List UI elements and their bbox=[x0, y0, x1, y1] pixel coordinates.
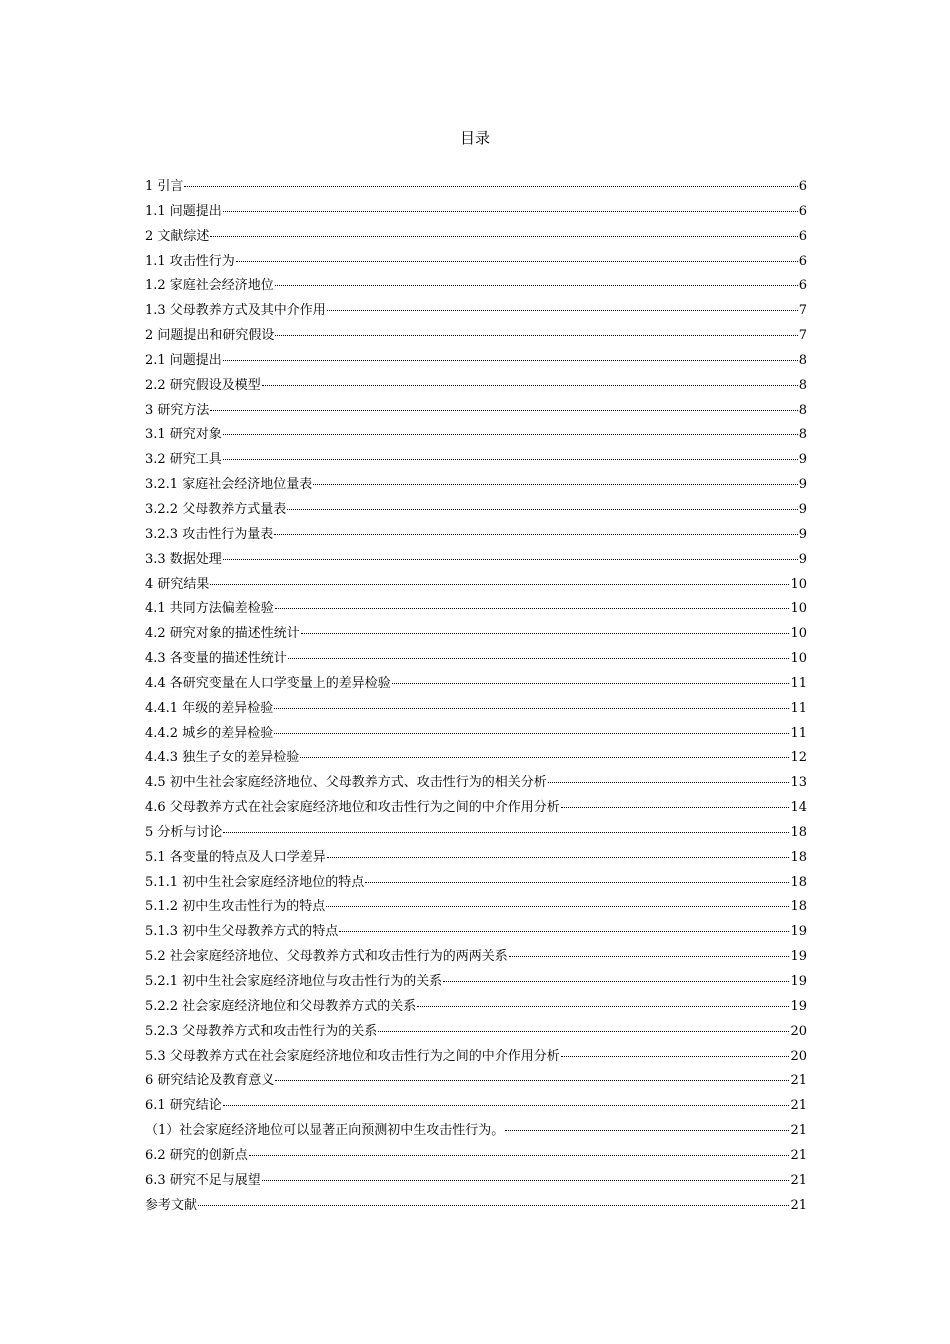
toc-entry[interactable] bbox=[145, 575, 807, 600]
toc-entry[interactable] bbox=[145, 1071, 807, 1096]
toc-entry-page-number: 10 bbox=[790, 601, 807, 617]
toc-entry[interactable] bbox=[145, 649, 807, 674]
toc-entry-label: 4 研究结果 bbox=[145, 576, 210, 592]
toc-entry[interactable] bbox=[145, 699, 807, 724]
toc-entry[interactable] bbox=[145, 227, 807, 252]
toc-entry[interactable] bbox=[145, 798, 807, 823]
toc-entry-page-number: 21 bbox=[790, 1197, 807, 1213]
toc-entry-label: 3.2.2 父母教养方式量表 bbox=[145, 501, 287, 517]
dot-leader bbox=[198, 1204, 789, 1206]
toc-entry[interactable] bbox=[145, 500, 807, 525]
toc-entry-label: 4.4.2 城乡的差异检验 bbox=[145, 725, 274, 741]
toc-entry-label: 4.4.1 年级的差异检验 bbox=[145, 700, 274, 716]
toc-entry-page-number: 9 bbox=[798, 551, 807, 567]
toc-entry-page-number: 11 bbox=[790, 725, 807, 741]
toc-entry-page-number: 8 bbox=[798, 427, 807, 443]
toc-entry-page-number: 10 bbox=[790, 626, 807, 642]
toc-entry[interactable] bbox=[145, 475, 807, 500]
dot-leader bbox=[287, 508, 798, 510]
toc-entry-page-number: 7 bbox=[798, 328, 807, 344]
dot-leader bbox=[223, 831, 789, 833]
toc-entry[interactable] bbox=[145, 301, 807, 326]
toc-entry[interactable] bbox=[145, 1022, 807, 1047]
toc-entry-page-number: 21 bbox=[790, 1098, 807, 1114]
toc-entry-page-number: 21 bbox=[790, 1073, 807, 1089]
toc-entry-page-number: 9 bbox=[798, 501, 807, 517]
toc-entry-label: 4.6 父母教养方式在社会家庭经济地位和攻击性行为之间的中介作用分析 bbox=[145, 800, 560, 816]
dot-leader bbox=[392, 682, 790, 684]
toc-entry-label: 5.2.3 父母教养方式和攻击性行为的关系 bbox=[145, 1023, 378, 1039]
toc-entry-page-number: 6 bbox=[798, 253, 807, 269]
toc-entry-page-number: 11 bbox=[790, 700, 807, 716]
toc-entry-label: 1.2 家庭社会经济地位 bbox=[145, 278, 274, 294]
toc-entry-label: 6.1 研究结论 bbox=[145, 1098, 222, 1114]
toc-entry-label: 1.3 父母教养方式及其中介作用 bbox=[145, 303, 326, 319]
toc-entry-label: 5.1.2 初中生攻击性行为的特点 bbox=[145, 899, 326, 915]
toc-entry-page-number: 21 bbox=[790, 1172, 807, 1188]
toc-entry-page-number: 12 bbox=[790, 750, 807, 766]
toc-entry-label: 3.2.1 家庭社会经济地位量表 bbox=[145, 477, 313, 493]
dot-leader bbox=[288, 657, 790, 659]
dot-leader bbox=[443, 980, 789, 982]
toc-entry-label: 4.3 各变量的描述性统计 bbox=[145, 651, 287, 667]
toc-entry-label: 5.1.1 初中生社会家庭经济地位的特点 bbox=[145, 874, 365, 890]
toc-entry[interactable] bbox=[145, 599, 807, 624]
toc-entry[interactable] bbox=[145, 177, 807, 202]
dot-leader bbox=[210, 583, 789, 585]
toc-entry-page-number: 6 bbox=[798, 278, 807, 294]
toc-entry-page-number: 19 bbox=[790, 949, 807, 965]
dot-leader bbox=[184, 185, 797, 187]
toc-entry-page-number: 10 bbox=[790, 651, 807, 667]
toc-entry-page-number: 18 bbox=[790, 899, 807, 915]
toc-entry[interactable] bbox=[145, 252, 807, 277]
toc-entry-page-number: 9 bbox=[798, 452, 807, 468]
dot-leader bbox=[275, 284, 798, 286]
toc-entry-label: 3.2 研究工具 bbox=[145, 452, 222, 468]
toc-entry-label: 5.2.2 社会家庭经济地位和父母教养方式的关系 bbox=[145, 998, 417, 1014]
toc-entry[interactable] bbox=[145, 773, 807, 798]
dot-leader bbox=[300, 756, 789, 758]
toc-title: 目录 bbox=[459, 129, 490, 147]
dot-leader bbox=[223, 1104, 790, 1106]
dot-leader bbox=[327, 309, 798, 311]
toc-entry[interactable] bbox=[145, 276, 807, 301]
toc-entry[interactable] bbox=[145, 425, 807, 450]
toc-entry[interactable] bbox=[145, 724, 807, 749]
toc-entry[interactable] bbox=[145, 947, 807, 972]
dot-leader bbox=[262, 1179, 790, 1181]
toc-entry-page-number: 8 bbox=[798, 377, 807, 393]
toc-entry-label: 6.2 研究的创新点 bbox=[145, 1147, 248, 1163]
toc-entry-label: （1）社会家庭经济地位可以显著正向预测初中生攻击性行为。 bbox=[145, 1123, 505, 1139]
toc-entry[interactable] bbox=[145, 1146, 807, 1171]
dot-leader bbox=[210, 409, 797, 411]
toc-entry-page-number: 11 bbox=[790, 675, 807, 691]
toc-entry-label: 2 问题提出和研究假设 bbox=[145, 328, 275, 344]
toc-entry-label: 5.2 社会家庭经济地位、父母教养方式和攻击性行为的两两关系 bbox=[145, 949, 508, 965]
toc-entry-label: 6.3 研究不足与展望 bbox=[145, 1172, 261, 1188]
toc-entry-page-number: 6 bbox=[798, 203, 807, 219]
toc-entry-page-number: 18 bbox=[790, 824, 807, 840]
toc-entry-label: 4.4.3 独生子女的差异检验 bbox=[145, 750, 300, 766]
toc-entry[interactable] bbox=[145, 1047, 807, 1072]
toc-entry-label: 2.2 研究假设及模型 bbox=[145, 377, 261, 393]
dot-leader bbox=[561, 1055, 790, 1057]
toc-entry[interactable] bbox=[145, 1096, 807, 1121]
dot-leader bbox=[417, 1005, 789, 1007]
toc-entry-label: 4.2 研究对象的描述性统计 bbox=[145, 626, 300, 642]
dot-leader bbox=[313, 483, 798, 485]
dot-leader bbox=[301, 632, 790, 634]
toc-entry-label: 参考文献 bbox=[145, 1197, 198, 1213]
toc-list bbox=[145, 177, 807, 1220]
toc-entry-label: 2 文献综述 bbox=[145, 228, 210, 244]
dot-leader bbox=[236, 260, 798, 262]
dot-leader bbox=[326, 905, 789, 907]
toc-entry-label: 3 研究方法 bbox=[145, 402, 210, 418]
toc-entry-page-number: 21 bbox=[790, 1147, 807, 1163]
dot-leader bbox=[223, 210, 798, 212]
toc-entry-page-number: 8 bbox=[798, 352, 807, 368]
toc-entry-label: 2.1 问题提出 bbox=[145, 352, 222, 368]
toc-entry-page-number: 19 bbox=[790, 924, 807, 940]
toc-entry[interactable] bbox=[145, 326, 807, 351]
toc-entry-page-number: 14 bbox=[790, 800, 807, 816]
dot-leader bbox=[509, 955, 790, 957]
toc-entry-label: 5 分析与讨论 bbox=[145, 824, 223, 840]
dot-leader bbox=[274, 533, 798, 535]
toc-entry-page-number: 10 bbox=[790, 576, 807, 592]
dot-leader bbox=[223, 433, 798, 435]
toc-entry-page-number: 13 bbox=[790, 775, 807, 791]
toc-entry-page-number: 8 bbox=[798, 402, 807, 418]
toc-entry-label: 5.1 各变量的特点及人口学差异 bbox=[145, 849, 326, 865]
toc-entry-label: 5.2.1 初中生社会家庭经济地位与攻击性行为的关系 bbox=[145, 974, 443, 989]
toc-entry[interactable] bbox=[145, 897, 807, 922]
toc-entry-label: 1.1 攻击性行为 bbox=[145, 253, 235, 269]
dot-leader bbox=[339, 930, 789, 932]
toc-entry-page-number: 18 bbox=[790, 874, 807, 890]
toc-entry[interactable] bbox=[145, 450, 807, 475]
dot-leader bbox=[223, 558, 798, 560]
toc-entry[interactable] bbox=[145, 972, 807, 997]
toc-entry-page-number: 19 bbox=[790, 974, 807, 989]
toc-entry[interactable] bbox=[145, 202, 807, 227]
dot-leader bbox=[249, 1154, 790, 1156]
dot-leader bbox=[210, 235, 797, 237]
toc-entry-label: 3.2.3 攻击性行为量表 bbox=[145, 526, 274, 542]
toc-entry[interactable] bbox=[145, 525, 807, 550]
toc-entry-label: 1.1 问题提出 bbox=[145, 203, 222, 219]
toc-entry[interactable] bbox=[145, 823, 807, 848]
toc-entry-page-number: 18 bbox=[790, 849, 807, 865]
dot-leader bbox=[223, 359, 798, 361]
toc-entry-label: 1 引言 bbox=[145, 179, 184, 194]
dot-leader bbox=[275, 607, 790, 609]
dot-leader bbox=[327, 856, 790, 858]
dot-leader bbox=[378, 1030, 789, 1032]
dot-leader bbox=[274, 732, 789, 734]
toc-entry-page-number: 19 bbox=[790, 998, 807, 1014]
toc-entry[interactable] bbox=[145, 550, 807, 575]
toc-entry[interactable] bbox=[145, 401, 807, 426]
toc-entry[interactable] bbox=[145, 1171, 807, 1196]
toc-entry-label: 5.3 父母教养方式在社会家庭经济地位和攻击性行为之间的中介作用分析 bbox=[145, 1048, 560, 1064]
toc-entry-page-number: 9 bbox=[798, 477, 807, 493]
toc-entry-page-number: 20 bbox=[790, 1023, 807, 1039]
toc-entry[interactable] bbox=[145, 674, 807, 699]
toc-entry-page-number: 6 bbox=[798, 228, 807, 244]
dot-leader bbox=[548, 781, 790, 783]
toc-entry-page-number: 9 bbox=[798, 526, 807, 542]
toc-entry-label: 4.4 各研究变量在人口学变量上的差异检验 bbox=[145, 675, 391, 691]
toc-entry[interactable] bbox=[145, 1121, 807, 1146]
toc-entry[interactable] bbox=[145, 848, 807, 873]
toc-entry-label: 3.3 数据处理 bbox=[145, 551, 222, 567]
toc-entry[interactable] bbox=[145, 1196, 807, 1221]
toc-entry-page-number: 7 bbox=[798, 303, 807, 319]
dot-leader bbox=[275, 334, 797, 336]
dot-leader bbox=[365, 881, 789, 883]
toc-entry[interactable] bbox=[145, 997, 807, 1022]
dot-leader bbox=[223, 458, 798, 460]
toc-entry[interactable] bbox=[145, 922, 807, 947]
toc-entry-label: 4.1 共同方法偏差检验 bbox=[145, 601, 274, 617]
toc-entry-page-number: 20 bbox=[790, 1048, 807, 1064]
dot-leader bbox=[505, 1129, 789, 1131]
dot-leader bbox=[274, 707, 789, 709]
toc-entry[interactable] bbox=[145, 624, 807, 649]
toc-entry-label: 5.1.3 初中生父母教养方式的特点 bbox=[145, 924, 339, 940]
toc-entry-label: 3.1 研究对象 bbox=[145, 427, 222, 443]
toc-entry-label: 6 研究结论及教育意义 bbox=[145, 1073, 275, 1089]
toc-entry-label: 4.5 初中生社会家庭经济地位、父母教养方式、攻击性行为的相关分析 bbox=[145, 775, 547, 791]
toc-entry[interactable] bbox=[145, 873, 807, 898]
toc-entry[interactable] bbox=[145, 376, 807, 401]
toc-entry-page-number: 6 bbox=[798, 179, 807, 194]
dot-leader bbox=[561, 806, 790, 808]
dot-leader bbox=[262, 384, 798, 386]
toc-entry[interactable] bbox=[145, 351, 807, 376]
toc-entry-page-number: 21 bbox=[790, 1123, 807, 1139]
toc-entry[interactable] bbox=[145, 748, 807, 773]
dot-leader bbox=[275, 1079, 789, 1081]
